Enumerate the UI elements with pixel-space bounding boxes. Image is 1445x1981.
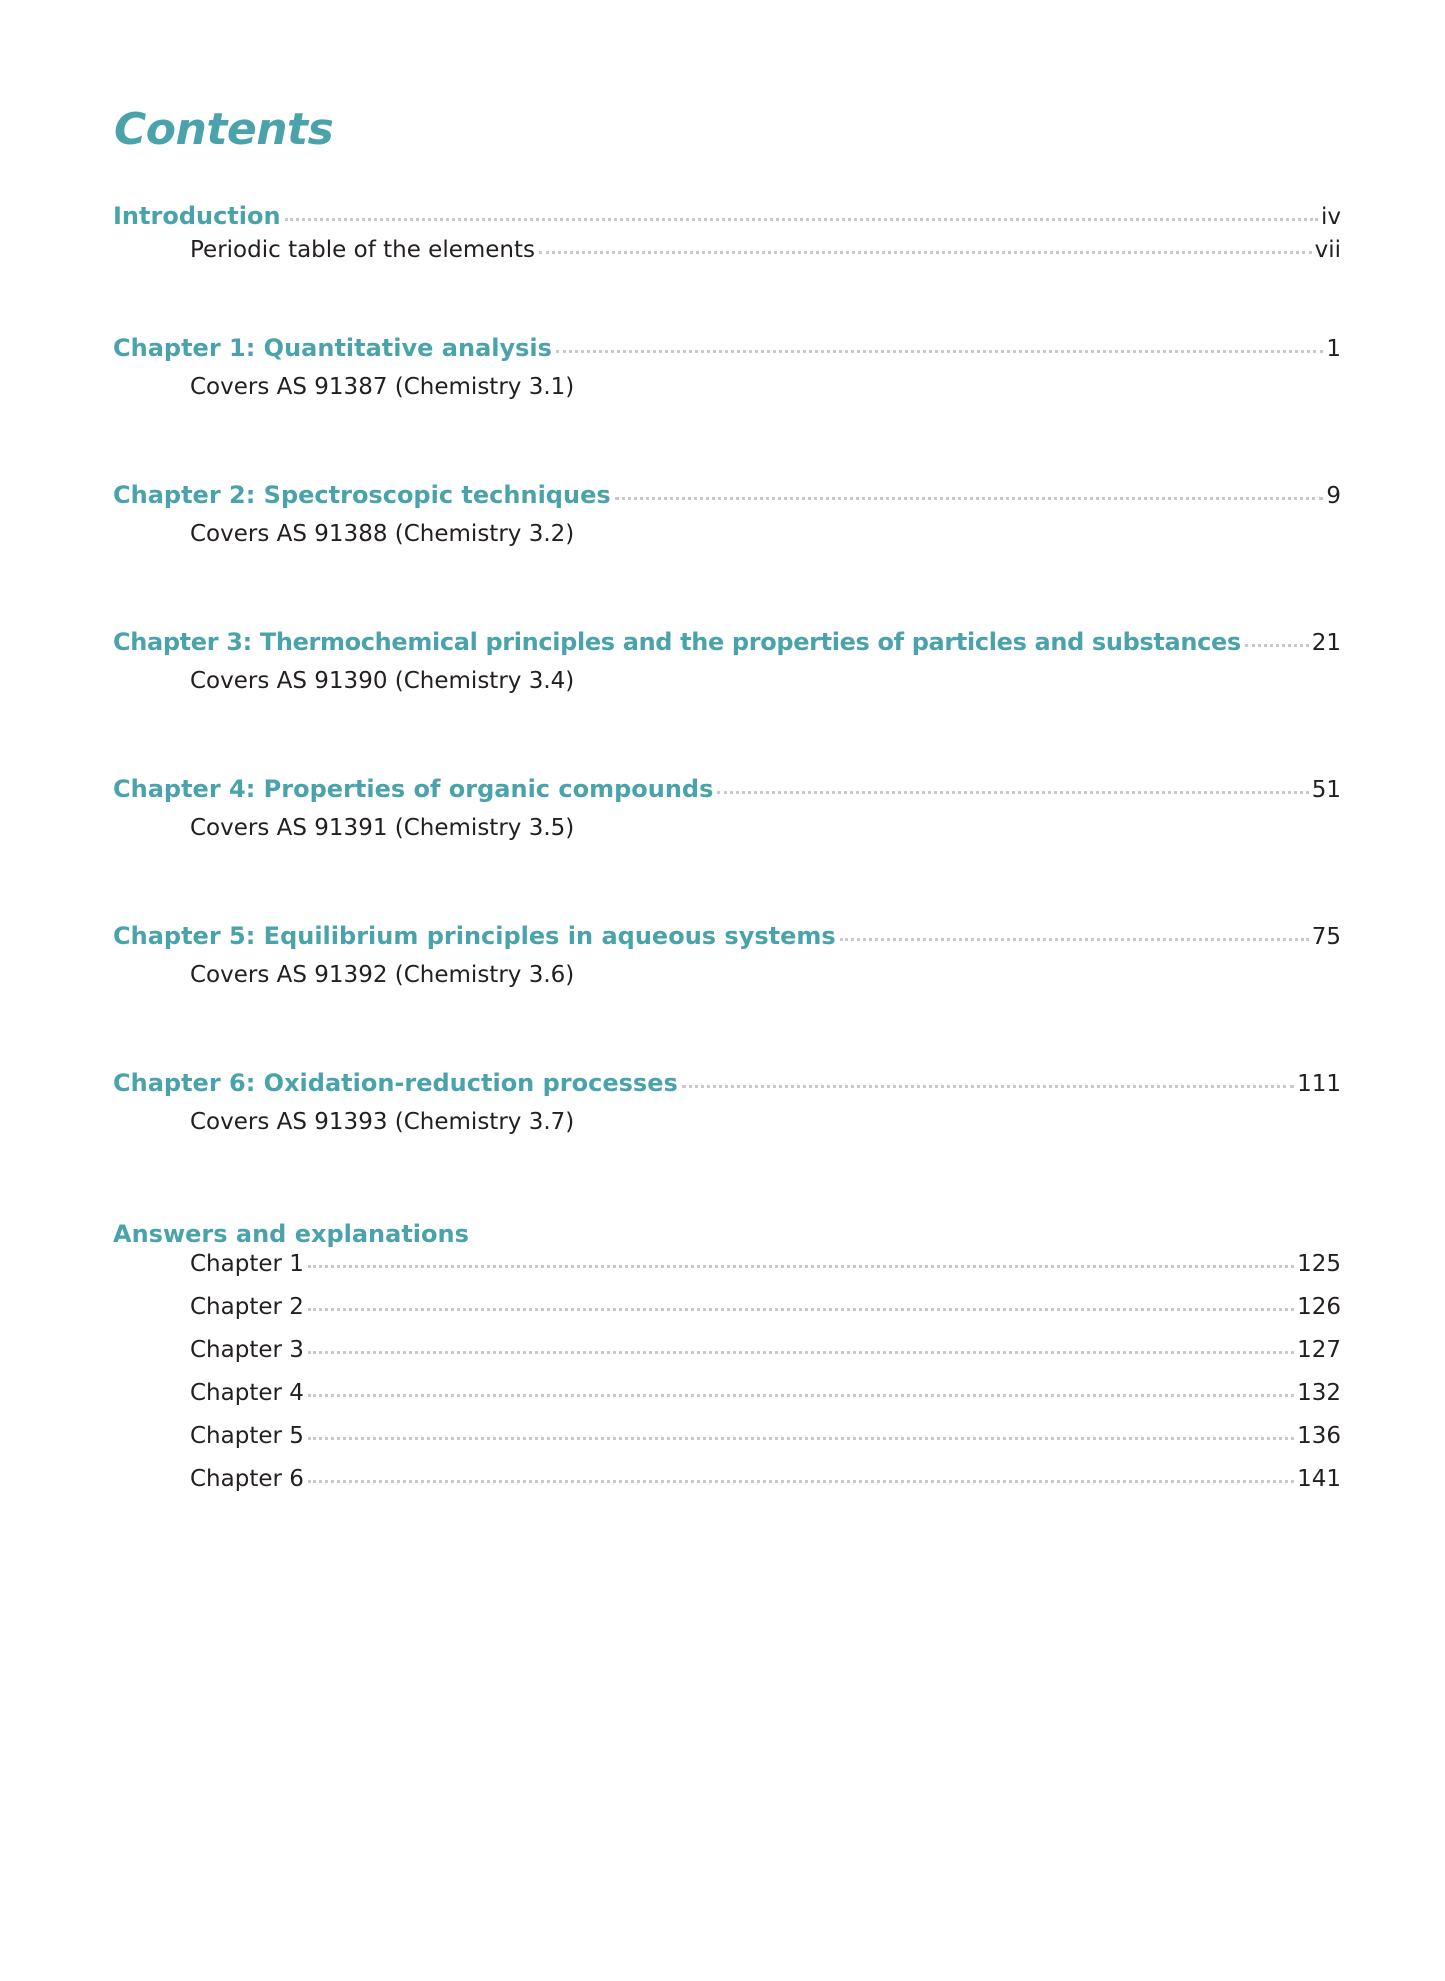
toc-entry-introduction[interactable] bbox=[113, 202, 1341, 238]
toc-entry-label: Chapter 2 bbox=[190, 1294, 304, 1320]
toc-entry-label: Chapter 4: Properties of organic compounds bbox=[113, 775, 714, 803]
toc-entry-label: Chapter 6 bbox=[190, 1466, 304, 1492]
toc-entry-label: Chapter 1 bbox=[190, 1251, 304, 1277]
toc-page-number: 75 bbox=[1311, 924, 1341, 950]
dot-leader bbox=[308, 1394, 1294, 1397]
toc-entry-label: Chapter 6: Oxidation-reduction processes bbox=[113, 1069, 678, 1097]
dot-leader bbox=[308, 1351, 1294, 1354]
chapter-standard-note: Covers AS 91387 (Chemistry 3.1) bbox=[190, 374, 575, 400]
chapter-standard-note: Covers AS 91391 (Chemistry 3.5) bbox=[190, 815, 575, 841]
dot-leader bbox=[308, 1480, 1294, 1483]
toc-entry-answers-chapter-4[interactable] bbox=[190, 1380, 1341, 1416]
toc-entry-answers-chapter-1[interactable] bbox=[190, 1251, 1341, 1287]
toc-entry-chapter-5[interactable] bbox=[113, 922, 1341, 958]
dot-leader bbox=[1245, 644, 1309, 647]
answers-heading: Answers and explanations bbox=[113, 1220, 469, 1248]
toc-page-number: 141 bbox=[1297, 1466, 1341, 1492]
toc-page-number: 111 bbox=[1297, 1071, 1341, 1097]
toc-entry-chapter-4[interactable] bbox=[113, 775, 1341, 811]
dot-leader bbox=[308, 1265, 1294, 1268]
dot-leader bbox=[308, 1308, 1294, 1311]
dot-leader bbox=[682, 1085, 1294, 1088]
toc-entry-chapter-2[interactable] bbox=[113, 481, 1341, 517]
toc-page-number: vii bbox=[1314, 237, 1341, 263]
chapter-standard-note: Covers AS 91393 (Chemistry 3.7) bbox=[190, 1109, 575, 1135]
toc-entry-answers-chapter-2[interactable] bbox=[190, 1294, 1341, 1330]
chapter-standard-note: Covers AS 91392 (Chemistry 3.6) bbox=[190, 962, 575, 988]
toc-entry-label: Chapter 5 bbox=[190, 1423, 304, 1449]
toc-entry-label: Chapter 3: Thermochemical principles and the properties of particles and substances bbox=[113, 628, 1241, 656]
toc-page-number: 126 bbox=[1297, 1294, 1341, 1320]
chapter-standard-note: Covers AS 91390 (Chemistry 3.4) bbox=[190, 668, 575, 694]
toc-entry-label: Chapter 1: Quantitative analysis bbox=[113, 334, 552, 362]
toc-entry-label: Periodic table of the elements bbox=[190, 237, 535, 263]
toc-page-number: 125 bbox=[1297, 1251, 1341, 1277]
toc-entry-chapter-3[interactable] bbox=[113, 628, 1341, 664]
toc-entry-label: Chapter 3 bbox=[190, 1337, 304, 1363]
toc-entry-answers-chapter-5[interactable] bbox=[190, 1423, 1341, 1459]
toc-entry-label: Chapter 4 bbox=[190, 1380, 304, 1406]
toc-page-number: 51 bbox=[1311, 777, 1341, 803]
toc-entry-chapter-1[interactable] bbox=[113, 334, 1341, 370]
dot-leader bbox=[840, 938, 1309, 941]
toc-page-number: 21 bbox=[1311, 630, 1341, 656]
dot-leader bbox=[308, 1437, 1294, 1440]
dot-leader bbox=[285, 218, 1318, 221]
toc-entry-label: Introduction bbox=[113, 202, 281, 230]
toc-page-number: 9 bbox=[1326, 483, 1341, 509]
toc-entry-label: Chapter 5: Equilibrium principles in aqueous systems bbox=[113, 922, 836, 950]
dot-leader bbox=[556, 350, 1323, 353]
toc-entry-label: Chapter 2: Spectroscopic techniques bbox=[113, 481, 611, 509]
page-title: Contents bbox=[114, 104, 334, 155]
toc-entry-answers-chapter-3[interactable] bbox=[190, 1337, 1341, 1373]
toc-entry-periodic-table[interactable] bbox=[190, 237, 1341, 273]
toc-page-number: 136 bbox=[1297, 1423, 1341, 1449]
contents-page bbox=[113, 0, 1341, 1981]
toc-page-number: 1 bbox=[1326, 336, 1341, 362]
dot-leader bbox=[717, 791, 1308, 794]
toc-entry-answers-chapter-6[interactable] bbox=[190, 1466, 1341, 1502]
toc-entry-chapter-6[interactable] bbox=[113, 1069, 1341, 1105]
dot-leader bbox=[615, 497, 1324, 500]
toc-page-number: iv bbox=[1320, 204, 1341, 230]
toc-page-number: 132 bbox=[1297, 1380, 1341, 1406]
toc-page-number: 127 bbox=[1297, 1337, 1341, 1363]
dot-leader bbox=[539, 251, 1312, 254]
chapter-standard-note: Covers AS 91388 (Chemistry 3.2) bbox=[190, 521, 575, 547]
